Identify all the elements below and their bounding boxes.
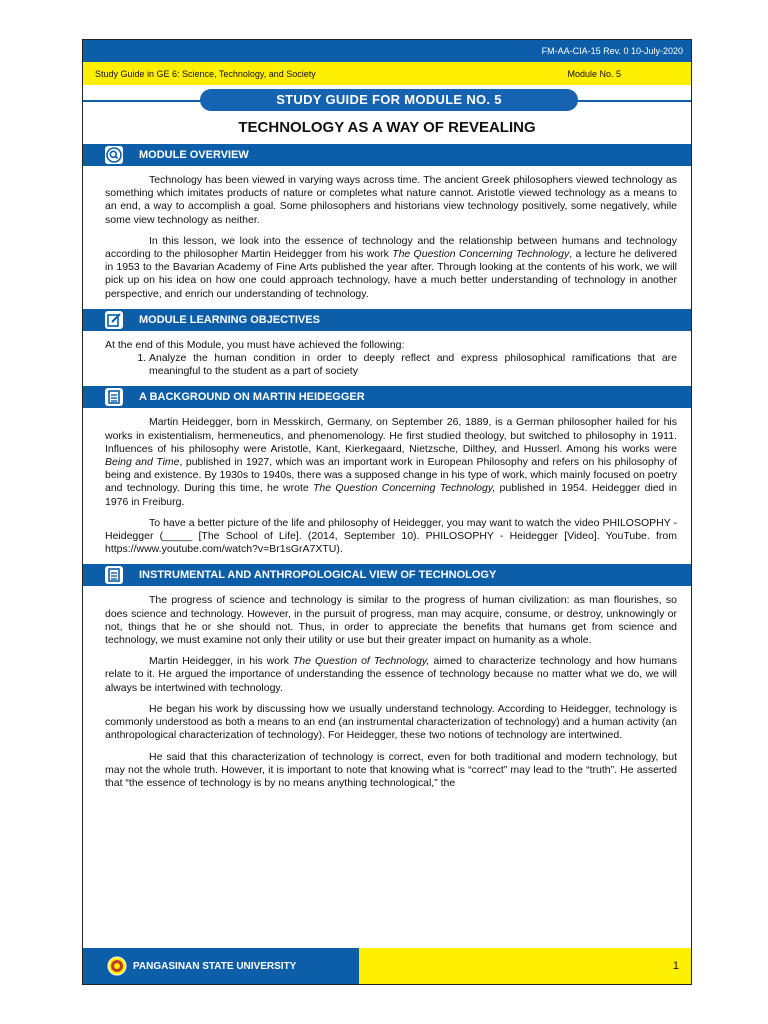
- objectives-list: [105, 352, 677, 378]
- section-header-instrumental: [83, 564, 691, 586]
- form-code-bar: [83, 40, 691, 62]
- university-seal-icon: [107, 956, 127, 976]
- document-icon: [105, 566, 123, 584]
- overview-paragraph-1: Technology has been viewed in varying ways across time. The ancient Greek philosophers viewed technology as something which imitates products of nature or completes what nature cannot. Aristotle viewed technology as a means to an end, a way to accomplish a goal. Some philosophers and historians view technology positively, some negatively, while some view technology as neither.: [105, 174, 677, 226]
- list-item: 1. Analyze the human condition in order to deeply reflect and express philosophical ramifications that are meaningful to the student as a part of society: [149, 352, 677, 378]
- instrumental-paragraph-3: He began his work by discussing how we usually understand technology. According to Heidegger, technology is commonly understood as both a means to an end (an instrumental characterization of technology) and a human activity (an anthropological characterization of technology). For Heidegger, these two notions of technology are intertwined.: [105, 702, 677, 742]
- section-title: MODULE LEARNING OBJECTIVES: [139, 313, 320, 326]
- section-title: MODULE OVERVIEW: [139, 149, 249, 161]
- edit-icon: [105, 311, 123, 329]
- course-bar: [83, 62, 691, 85]
- instrumental-paragraph-2: Martin Heidegger, in his work The Question of Technology, aimed to characterize technology and how humans relate to it. He argued the importance of understanding the essence of technology because no matter what we do, we will always be intertwined with technology.: [105, 655, 678, 694]
- page-title: TECHNOLOGY AS A WAY OF REVEALING: [238, 119, 536, 136]
- page-frame: [82, 39, 692, 985]
- page-number: 1: [672, 960, 679, 972]
- section-header-background: [83, 386, 691, 408]
- objectives-content: [83, 339, 691, 379]
- study-guide-banner: [83, 85, 691, 117]
- document-icon: [105, 388, 123, 406]
- background-paragraph-2: To have a better picture of the life and philosophy of Heidegger, you may want to watch the video PHILOSOPHY - Heidegger (_____ [The School of Life]. (2014, September 10). PHILOSOPHY - Heidegger [Video]. YouTube. from https://www.youtube.com/watch?v=Br1sGrA7XTU).: [105, 516, 677, 556]
- magnifier-icon: [105, 146, 123, 164]
- page-footer: [83, 948, 691, 984]
- background-paragraph-1: Martin Heidegger, born in Messkirch, Germany, on September 26, 1889, is a German philosopher hailed for his works in existentialism, hermeneutics, and phenomenology. He first studied theology, but switched to philosophy in 1911. Influences of his philosophy were Aristotle, Kant, Kierkegaard, Nietzsche, Dilthey, and Husserl. Among his works were Being and Time, published in 1927, which was an important work in European Philosophy and refers on his philosophy of being and existence. By 1930s to 1940s, there was a supposed change in his type of work, which mainly focused on poetry and technology. During this time, he wrote The Question Concerning Technology, published in 1954. Heidegger died in 1976 in Freiburg.: [105, 416, 678, 508]
- section-title: INSTRUMENTAL AND ANTHROPOLOGICAL VIEW OF TECHNOLOGY: [139, 569, 497, 582]
- overview-content: [83, 174, 691, 301]
- course-title: Study Guide in GE 6: Science, Technology, and Society: [95, 68, 316, 79]
- module-label: Module No. 5: [567, 68, 621, 79]
- footer-page: [359, 948, 691, 984]
- instrumental-paragraph-1: The progress of science and technology is similar to the progress of human civilization: as man flourishes, so does science and technology. However, in the pursuit of progress, man may acquire, consume, or destroy, unknowingly or not, things that he or she should not. Thus, in order to appreciate the benefits that humans get from science and technology, we must examine not only their utility or use but their greater impact on humanity as a whole.: [105, 594, 677, 647]
- instrumental-content: [83, 594, 691, 790]
- footer-university: [83, 948, 359, 984]
- objectives-intro: At the end of this Module, you must have achieved the following:: [105, 338, 405, 351]
- instrumental-paragraph-4: He said that this characterization of technology is correct, even for both traditional and modern technology, but may not the whole truth. However, it is important to note that knowing what is “correct” may lead to the “truth”. He asserted that “the essence of technology is by no means anything technological,” the: [105, 750, 677, 789]
- section-header-objectives: [83, 309, 691, 331]
- section-title: A BACKGROUND ON MARTIN HEIDEGGER: [139, 391, 365, 404]
- form-code: FM-AA-CIA-15 Rev. 0 10-July-2020: [541, 46, 683, 56]
- section-header-overview: [83, 144, 691, 166]
- background-content: [83, 416, 691, 556]
- study-guide-title: STUDY GUIDE FOR MODULE NO. 5: [200, 89, 578, 111]
- overview-paragraph-2: In this lesson, we look into the essence of technology and the relationship between humans and technology according to the philosopher Martin Heidegger from his work The Question Concerning Technology, a lecture he delivered in 1953 to the Bavarian Academy of Fine Arts published the year after. Through looking at the contents of his work, we will pick up on his idea on how one could approach technology, have a much better understanding of technology in another perspective, and enrich our understanding of technology.: [105, 234, 678, 300]
- university-name: PANGASINAN STATE UNIVERSITY: [133, 960, 297, 972]
